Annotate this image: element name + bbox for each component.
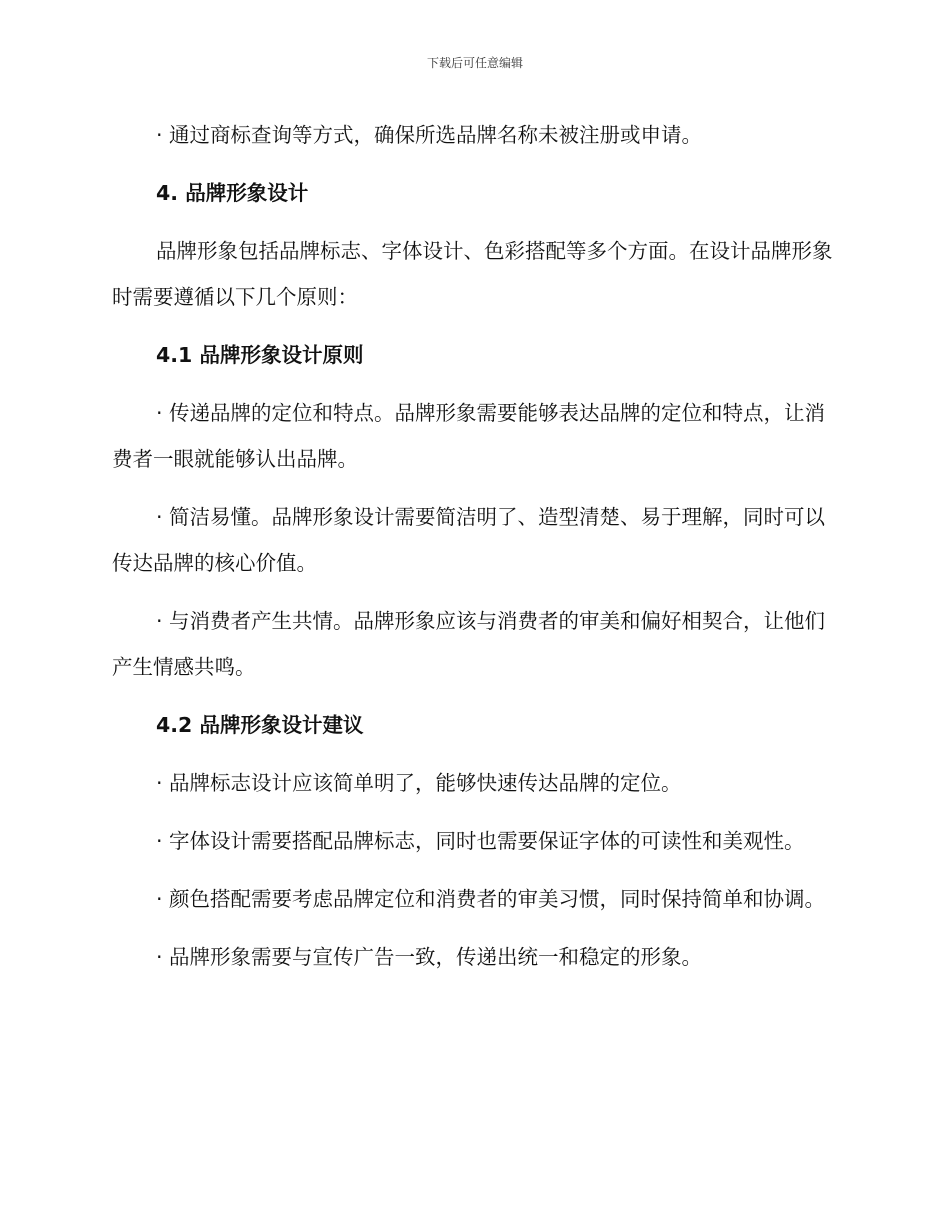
paragraph-suggestion-consistency: · 品牌形象需要与宣传广告一致，传递出统一和稳定的形象。 [156,945,703,969]
paragraph-principle-simplicity: · 简洁易懂。品牌形象设计需要简洁明了、造型清楚、易于理解，同时可以传达品牌的核心价值。 [112,505,826,575]
paragraph-brand-image-intro: 品牌形象包括品牌标志、字体设计、色彩搭配等多个方面。在设计品牌形象时需要遵循以下几个原则： [112,239,833,309]
paragraph-trademark-check: · 通过商标查询等方式，确保所选品牌名称未被注册或申请。 [156,123,703,147]
heading-design-suggestions: 4.2 品牌形象设计建议 [156,713,364,737]
document-body [112,112,837,980]
paragraph-suggestion-color: · 颜色搭配需要考虑品牌定位和消费者的审美习惯，同时保持简单和协调。 [156,887,826,911]
paragraph-principle-empathy: · 与消费者产生共情。品牌形象应该与消费者的审美和偏好相契合，让他们产生情感共鸣。 [112,609,826,679]
heading-design-principles: 4.1 品牌形象设计原则 [156,343,364,367]
paragraph-suggestion-font: · 字体设计需要搭配品牌标志，同时也需要保证字体的可读性和美观性。 [156,829,805,853]
page-header: 下载后可任意编辑 [426,56,523,70]
heading-brand-image-design: 4. 品牌形象设计 [156,181,309,205]
paragraph-suggestion-logo: · 品牌标志设计应该简单明了，能够快速传达品牌的定位。 [156,771,682,795]
paragraph-principle-positioning: · 传递品牌的定位和特点。品牌形象需要能够表达品牌的定位和特点，让消费者一眼就能够认出品牌。 [112,401,826,471]
